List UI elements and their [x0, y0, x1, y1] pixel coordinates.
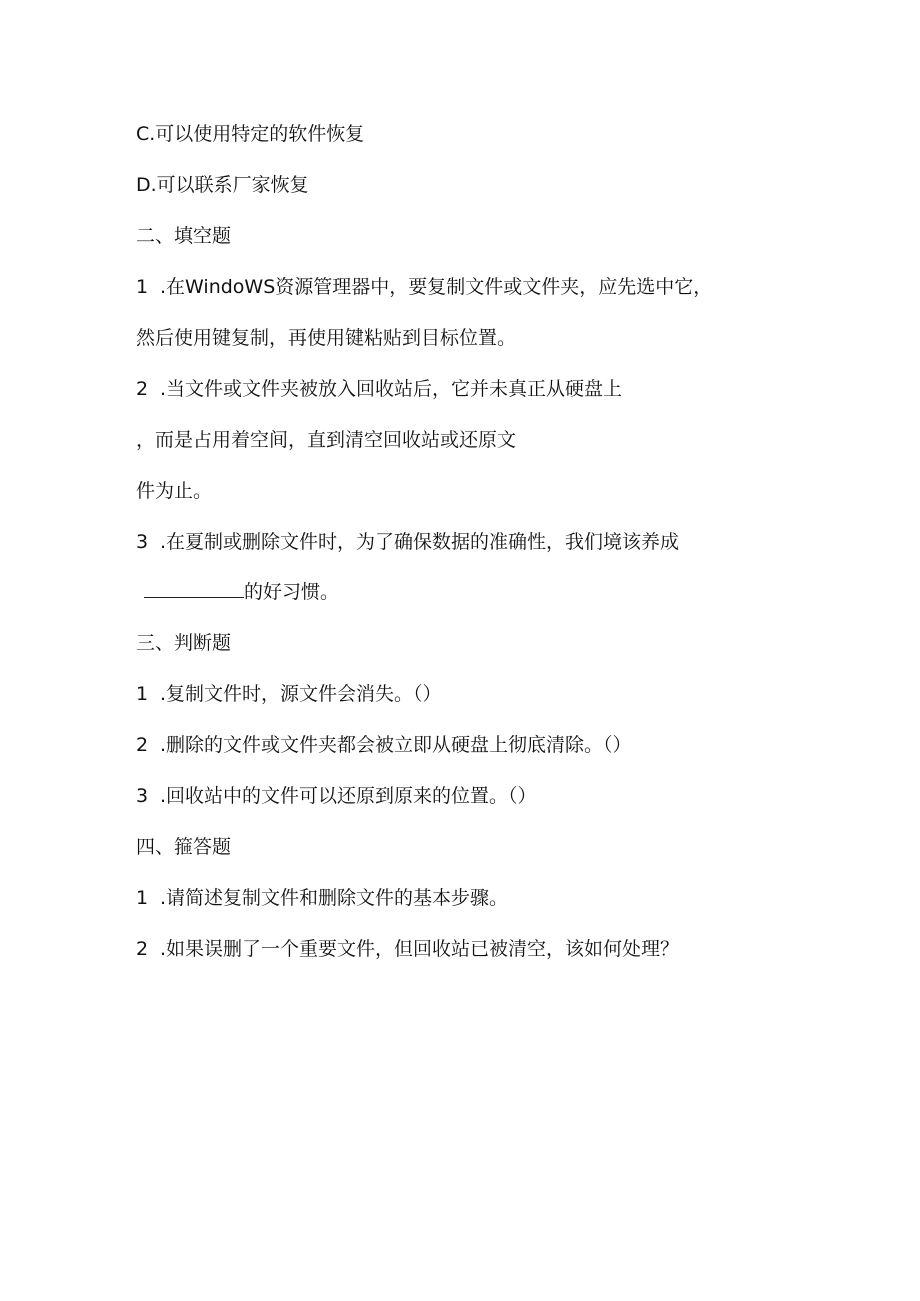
question-text: .如果误删了一个重要文件，但回收站已被清空，该如何处理？ — [160, 938, 680, 960]
question-text: .复制文件时，源文件会消失。（） — [160, 683, 442, 705]
question-number: 2 — [136, 938, 149, 960]
question-number: 1 — [136, 276, 149, 298]
question-text: .在WindoWS资源管理器中，要复制文件或文件夹，应先选中它， — [160, 276, 713, 298]
section-heading-fill: 二、填空题 — [136, 225, 232, 247]
question-number: 1 — [136, 887, 149, 909]
question-number: 1 — [136, 683, 149, 705]
question-text: 的好习惯。 — [244, 581, 340, 603]
judge-question-3 — [136, 784, 537, 808]
fill-question-2-line-1 — [136, 377, 622, 401]
fill-question-3-line-2 — [136, 580, 339, 604]
question-number: 2 — [136, 378, 149, 400]
section-heading-short: 四、箍答题 — [136, 836, 232, 858]
question-text: .删除的文件或文件夹都会被立即从硬盘上彻底清除。（） — [160, 734, 632, 756]
option-c: C.可以使用特定的软件恢复 — [136, 123, 365, 145]
question-text: .当文件或文件夹被放入回收站后，它并未真正从硬盘上 — [160, 378, 623, 400]
fill-question-3-line-1 — [136, 530, 679, 554]
short-question-2 — [136, 937, 679, 961]
short-question-1 — [136, 886, 508, 910]
answer-blank — [144, 581, 244, 598]
fill-question-2-line-3: 件为止。 — [136, 480, 213, 502]
section-heading-judge: 三、判断题 — [136, 632, 232, 654]
judge-question-1 — [136, 682, 442, 706]
fill-question-1-line-2: 然后使用键复制，再使用键粘贴到目标位置。 — [136, 327, 517, 349]
question-number: 3 — [136, 531, 149, 553]
question-number: 2 — [136, 734, 149, 756]
question-number: 3 — [136, 785, 149, 807]
judge-question-2 — [136, 733, 632, 757]
question-text: .回收站中的文件可以还原到原来的位置。（） — [160, 785, 537, 807]
fill-question-2-line-2: ，而是占用着空间，直到清空回收站或还原文 — [136, 429, 517, 451]
question-text: .在夏制或删除文件时，为了确保数据的准确性，我们境该养成 — [160, 531, 680, 553]
question-text: .请简述复制文件和删除文件的基本步骤。 — [160, 887, 509, 909]
fill-question-1-line-1 — [136, 275, 712, 299]
option-d: D.可以联系厂家恢复 — [136, 174, 309, 196]
